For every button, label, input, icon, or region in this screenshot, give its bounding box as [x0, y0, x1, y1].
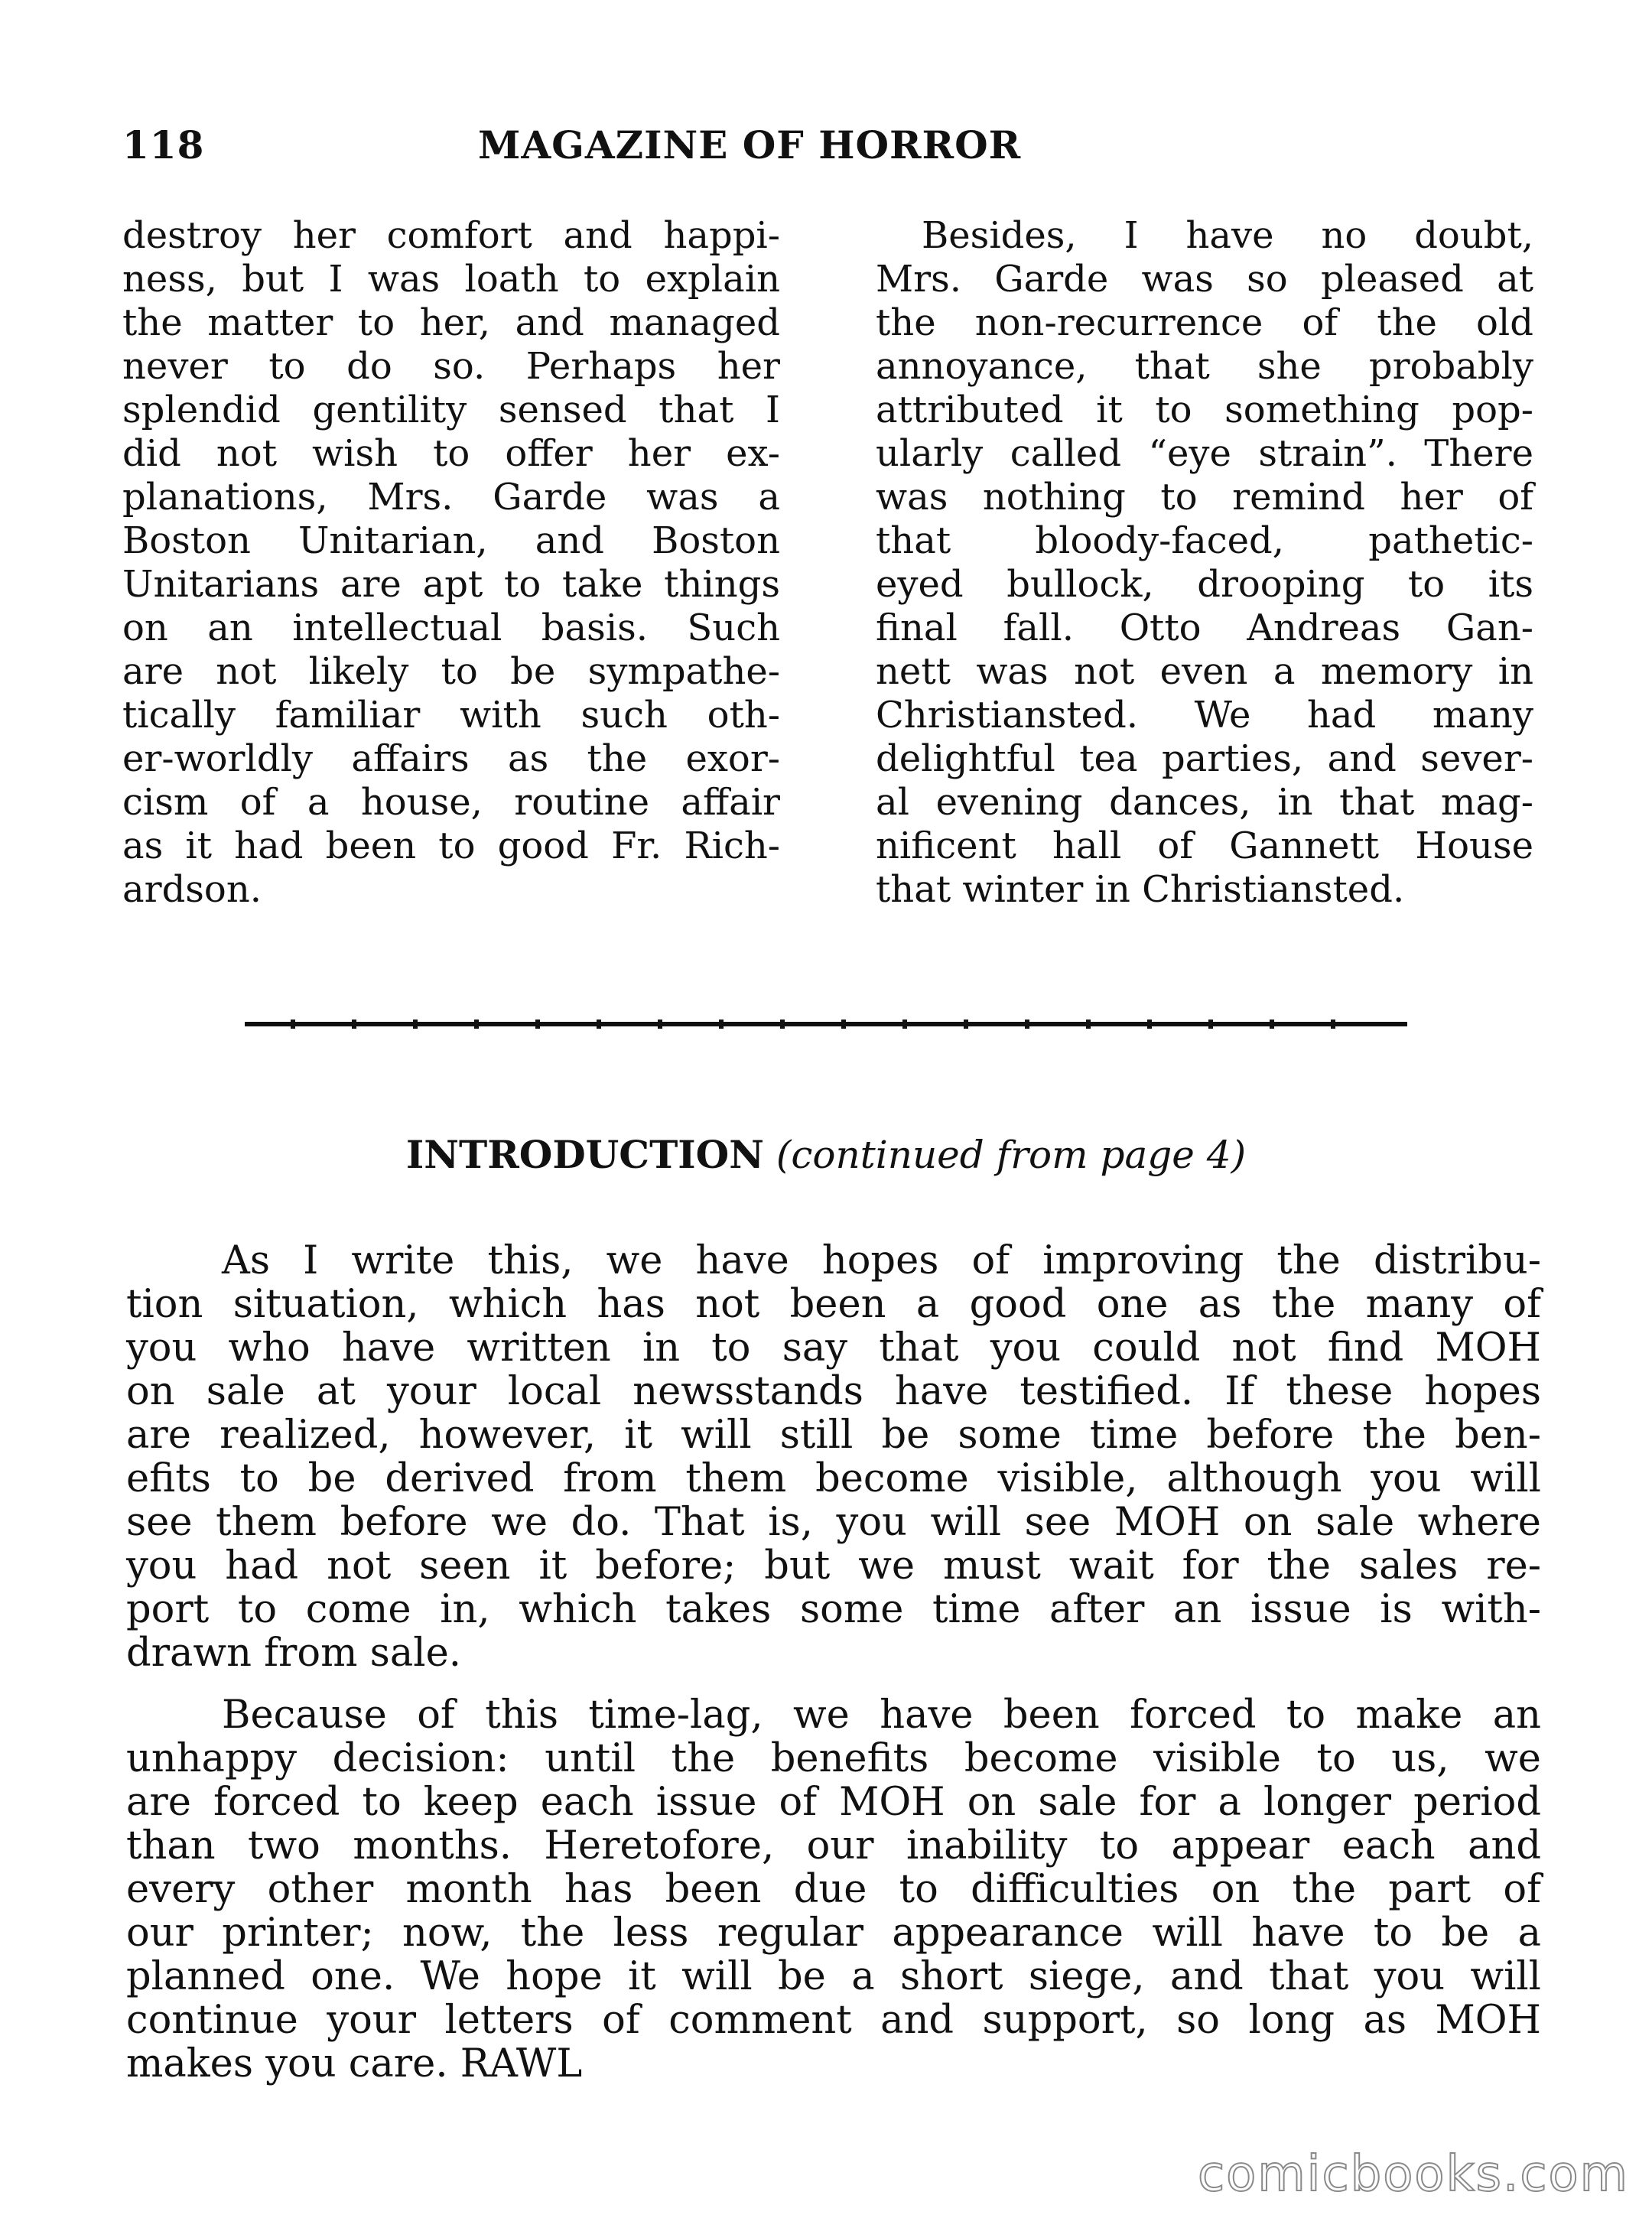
text-line: unhappy decision: until the benefits become visible to us, we	[126, 1736, 1541, 1781]
text-line: our printer; now, the less regular appearance will have to be a	[126, 1911, 1541, 1956]
text-line: that bloody-faced, pathetic-	[876, 519, 1533, 562]
watermark: comicbooks.com	[1197, 2146, 1629, 2203]
text-line: the matter to her, and managed	[122, 301, 780, 344]
introduction-paragraph-1	[126, 1239, 1541, 1675]
text-line: destroy her comfort and happi-	[122, 214, 780, 257]
text-line: than two months. Heretofore, our inability to appear each and	[126, 1823, 1541, 1868]
text-line: splendid gentility sensed that I	[122, 389, 780, 431]
text-line: you who have written in to say that you could not find MOH	[126, 1325, 1541, 1371]
text-line: eyed bullock, drooping to its	[876, 563, 1533, 606]
text-line: er-worldly affairs as the exor-	[122, 737, 780, 780]
text-line: are realized, however, it will still be some time before the ben-	[126, 1413, 1541, 1458]
text-line: final fall. Otto Andreas Gan-	[876, 607, 1533, 649]
right-column	[876, 214, 1533, 912]
text-line: tically familiar with such oth-	[122, 694, 780, 737]
text-line: nett was not even a memory in	[876, 650, 1533, 693]
text-line: that winter in Christiansted.	[876, 868, 1405, 911]
text-line: ardson.	[122, 868, 262, 911]
introduction-paragraph-2	[126, 1693, 1541, 2086]
text-line: efits to be derived from them become visible, although you will	[126, 1456, 1541, 1501]
text-line: continue your letters of comment and support, so long as MOH	[126, 1998, 1541, 2043]
text-line: al evening dances, in that mag-	[876, 781, 1533, 824]
text-line: are forced to keep each issue of MOH on sale for a longer period	[126, 1780, 1541, 1825]
text-line: are not likely to be sympathe-	[122, 650, 780, 693]
text-line: never to do so. Perhaps her	[122, 345, 780, 388]
text-line: port to come in, which takes some time after an issue is with-	[126, 1587, 1541, 1632]
text-line: As I write this, we have hopes of improving the distribu-	[222, 1238, 1541, 1283]
text-line: planned one. We hope it will be a short siege, and that you will	[126, 1954, 1541, 1999]
left-column	[122, 214, 780, 912]
text-line: cism of a house, routine affair	[122, 781, 780, 824]
text-line: ness, but I was loath to explain	[122, 258, 780, 301]
text-line: on an intellectual basis. Such	[122, 607, 780, 649]
text-line: on sale at your local newsstands have testified. If these hopes	[126, 1369, 1541, 1414]
text-line: did not wish to offer her ex-	[122, 432, 780, 475]
text-line: attributed it to something pop-	[876, 389, 1533, 431]
text-line: Christiansted. We had many	[876, 694, 1533, 737]
text-line: delightful tea parties, and sever-	[876, 737, 1533, 780]
text-line: planations, Mrs. Garde was a	[122, 476, 780, 519]
text-line: see them before we do. That is, you will see MOH on sale where	[126, 1500, 1541, 1545]
text-line: Mrs. Garde was so pleased at	[876, 258, 1533, 301]
text-line: you had not seen it before; but we must wait for the sales re-	[126, 1543, 1541, 1589]
text-line: Boston Unitarian, and Boston	[122, 519, 780, 562]
text-line: nificent hall of Gannett House	[876, 824, 1533, 867]
section-divider	[245, 1020, 1407, 1029]
text-line: tion situation, which has not been a good one as the many of	[126, 1282, 1541, 1327]
text-line: drawn from sale.	[126, 1631, 461, 1676]
page-number: 118	[122, 122, 205, 167]
heading-title: INTRODUCTION	[405, 1132, 764, 1177]
section-heading	[0, 1132, 1652, 1177]
text-line: ularly called “eye strain”. There	[876, 432, 1533, 475]
text-line: every other month has been due to difficulties on the part of	[126, 1867, 1541, 1912]
magazine-title: MAGAZINE OF HORROR	[478, 122, 1022, 167]
text-line: Unitarians are apt to take things	[122, 563, 780, 606]
text-line: as it had been to good Fr. Rich-	[122, 824, 780, 867]
text-line: Besides, I have no doubt,	[922, 214, 1533, 257]
running-head	[122, 122, 1132, 176]
text-line: was nothing to remind her of	[876, 476, 1533, 519]
text-line: annoyance, that she probably	[876, 345, 1533, 388]
text-line: makes you care. RAWL	[126, 2041, 583, 2086]
text-line: Because of this time-lag, we have been forced to make an	[222, 1693, 1541, 1738]
text-line: the non-recurrence of the old	[876, 301, 1533, 344]
heading-continuation: (continued from page 4)	[776, 1133, 1247, 1177]
